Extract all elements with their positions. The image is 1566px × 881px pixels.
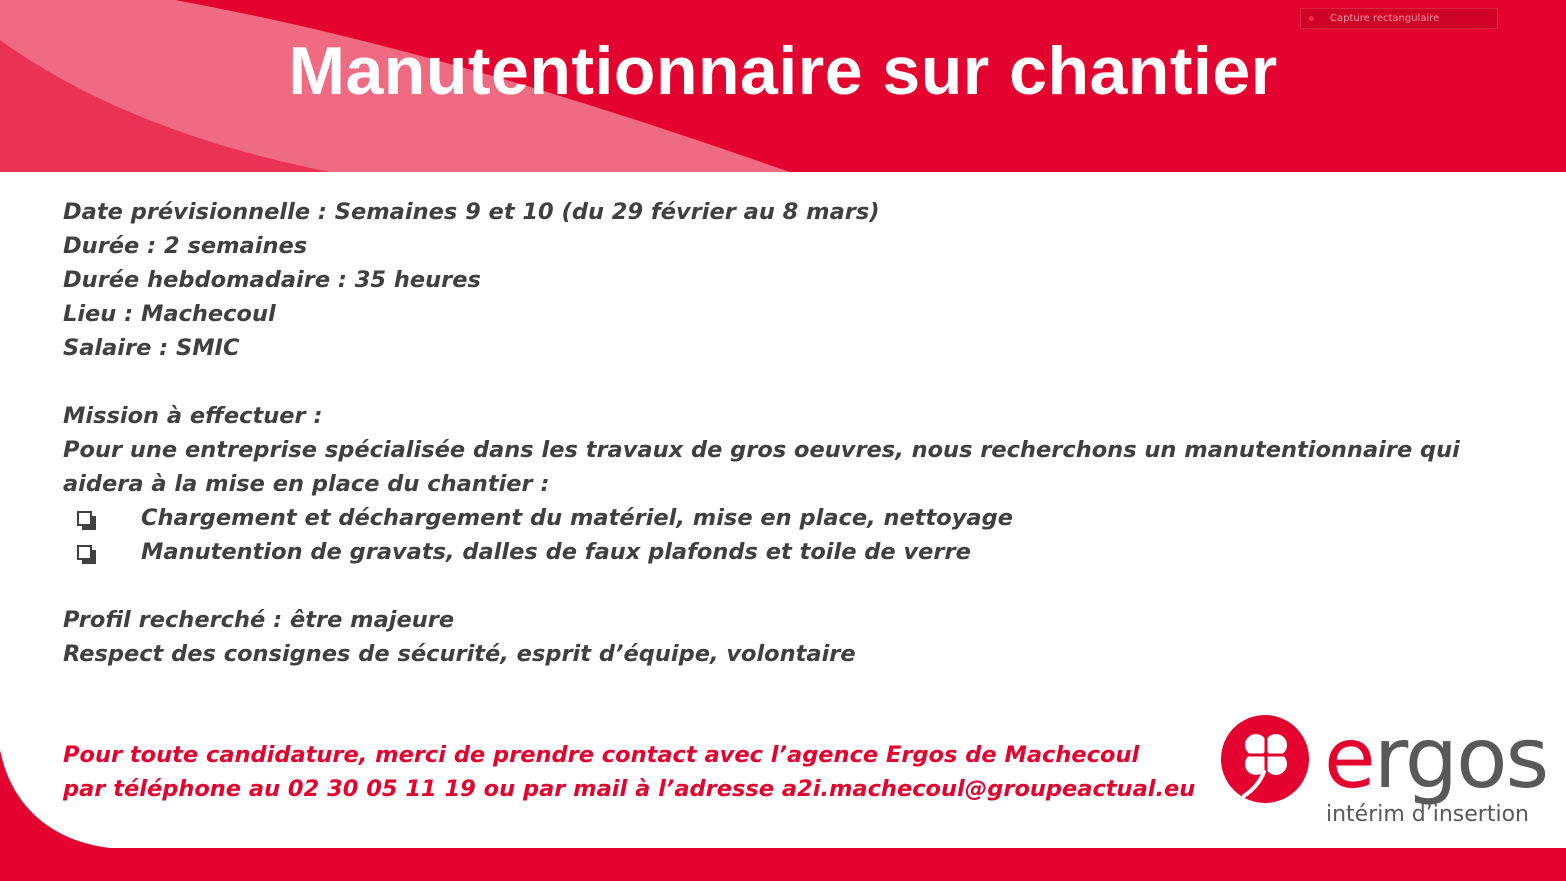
- record-dot-icon: [1309, 16, 1314, 21]
- clover-logo-icon: [1220, 714, 1310, 804]
- contact-block: [63, 738, 1195, 806]
- qualities-line: Respect des consignes de sécurité, esprit d’équipe, volontaire: [63, 641, 856, 667]
- ergos-logo: [1220, 709, 1548, 834]
- contact-line: Pour toute candidature, merci de prendre contact avec l’agence Ergos de Machecoul: [63, 742, 1140, 768]
- location-line: Lieu : Machecoul: [63, 301, 276, 327]
- logo-tagline: intérim d’insertion: [1326, 802, 1529, 827]
- salary-line: Salaire : SMIC: [63, 335, 240, 361]
- capture-label: Capture rectangulaire: [1330, 13, 1440, 24]
- task-text: Manutention de gravats, dalles de faux plafonds et toile de verre: [141, 539, 971, 565]
- profile-line: Profil recherché : être majeure: [63, 607, 455, 633]
- task-text: Chargement et déchargement du matériel, mise en place, nettoyage: [141, 505, 1013, 531]
- offer-body: [63, 195, 1483, 671]
- duration-line: Durée : 2 semaines: [63, 233, 308, 259]
- checkbox-bullet-icon: [63, 545, 141, 560]
- spacer: [63, 569, 1483, 603]
- mission-heading: Mission à effectuer :: [63, 403, 323, 429]
- checkbox-bullet-icon: [63, 511, 141, 526]
- header-banner: [0, 0, 1566, 172]
- spacer: [63, 365, 1483, 399]
- page-title: Manutentionnaire sur chantier: [288, 33, 1278, 109]
- mission-description: Pour une entreprise spécialisée dans les travaux de gros oeuvres, nous recherchons un manutentionnaire qui aidera à la mise en place du chantier :: [63, 437, 1460, 497]
- contact-line: par téléphone au 02 30 05 11 19 ou par mail à l’adresse a2i.machecoul@groupeactual.eu: [63, 776, 1196, 802]
- capture-rectangle-button[interactable]: [1300, 8, 1498, 29]
- logo-wordmark: ergos: [1324, 709, 1548, 807]
- task-item: [63, 535, 1483, 569]
- date-line: Date prévisionnelle : Semaines 9 et 10 (du 29 février au 8 mars): [63, 199, 880, 225]
- weekly-hours-line: Durée hebdomadaire : 35 heures: [63, 267, 481, 293]
- task-item: [63, 501, 1483, 535]
